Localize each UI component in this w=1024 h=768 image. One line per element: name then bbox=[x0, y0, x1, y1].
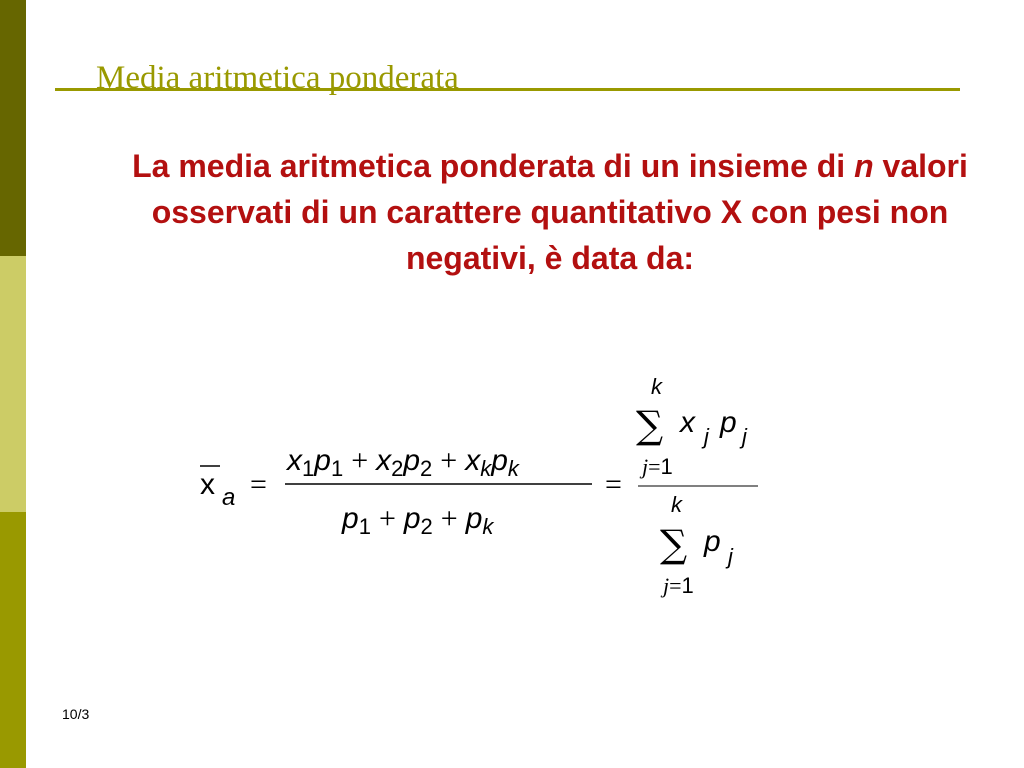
den-p2-sub: 2 bbox=[420, 514, 433, 539]
num-p1-sub: 1 bbox=[330, 456, 344, 481]
equals-sign-1: = bbox=[250, 468, 267, 501]
definition-text bbox=[100, 143, 1000, 281]
sum2-sigma: ∑ bbox=[660, 522, 688, 566]
slide-title: Media aritmetica ponderata bbox=[96, 60, 459, 96]
sum2-p-sub: j bbox=[728, 544, 733, 569]
num-pk: p bbox=[491, 444, 508, 477]
equals-sign-2: = bbox=[605, 468, 622, 501]
num-plus-1: + bbox=[351, 444, 369, 477]
side-bar-light bbox=[0, 256, 26, 512]
den-pk-sub: k bbox=[482, 514, 494, 539]
num-plus-2: + bbox=[440, 444, 458, 477]
lhs-x: x bbox=[200, 468, 215, 501]
sum2-lower-val: 1 bbox=[681, 573, 694, 598]
side-bar-dark bbox=[0, 0, 26, 256]
fraction1-numerator bbox=[285, 444, 520, 481]
sum1-lower-eq: = bbox=[648, 454, 661, 479]
num-xk-sub: k bbox=[480, 456, 492, 481]
fraction1-denominator bbox=[341, 502, 494, 539]
sum1-upper-limit: k bbox=[651, 374, 662, 399]
den-pk: p bbox=[465, 502, 483, 535]
variable-n: n bbox=[854, 148, 874, 184]
den-p2: p bbox=[403, 502, 421, 535]
num-p1: p bbox=[314, 444, 331, 477]
sum1-p-sub: j bbox=[742, 424, 747, 449]
num-p2: p bbox=[403, 444, 421, 477]
sum1-x: x bbox=[680, 406, 695, 439]
sum1-sigma: ∑ bbox=[636, 403, 664, 447]
definition-text-part1: La media aritmetica ponderata di un insieme di bbox=[132, 148, 846, 184]
side-bar-olive bbox=[0, 512, 26, 768]
sum1-p: p bbox=[720, 406, 737, 439]
num-x2: x bbox=[376, 444, 392, 477]
sum2-lower-eq: = bbox=[669, 573, 682, 598]
num-x1-sub: 1 bbox=[302, 456, 315, 481]
den-p1-sub: 1 bbox=[358, 514, 371, 539]
num-x1: x bbox=[287, 444, 302, 477]
title-underline bbox=[55, 88, 960, 91]
den-plus-2: + bbox=[440, 502, 458, 535]
num-x2-sub: 2 bbox=[391, 456, 404, 481]
sum1-lower-limit bbox=[639, 454, 673, 479]
weighted-mean-formula bbox=[190, 360, 810, 610]
num-p2-sub: 2 bbox=[420, 456, 433, 481]
page-number: 10/3 bbox=[62, 706, 90, 722]
den-p1: p bbox=[342, 502, 359, 535]
num-xk: x bbox=[465, 444, 481, 477]
sum2-lower-var: j bbox=[663, 573, 670, 598]
sum2-lower-limit bbox=[660, 573, 694, 598]
sum2-upper-limit: k bbox=[671, 492, 682, 517]
definition-text-part2: valori osservati di un carattere quantitativo X con pesi non negativi, è data da: bbox=[151, 148, 968, 276]
lhs-subscript: a bbox=[222, 484, 236, 511]
num-pk-sub: k bbox=[507, 456, 519, 481]
sum2-p: p bbox=[704, 525, 721, 558]
sum1-lower-val: 1 bbox=[660, 454, 673, 479]
sum1-lower-var: j bbox=[642, 454, 649, 479]
sum1-x-sub: j bbox=[704, 424, 709, 449]
den-plus-1: + bbox=[378, 502, 396, 535]
